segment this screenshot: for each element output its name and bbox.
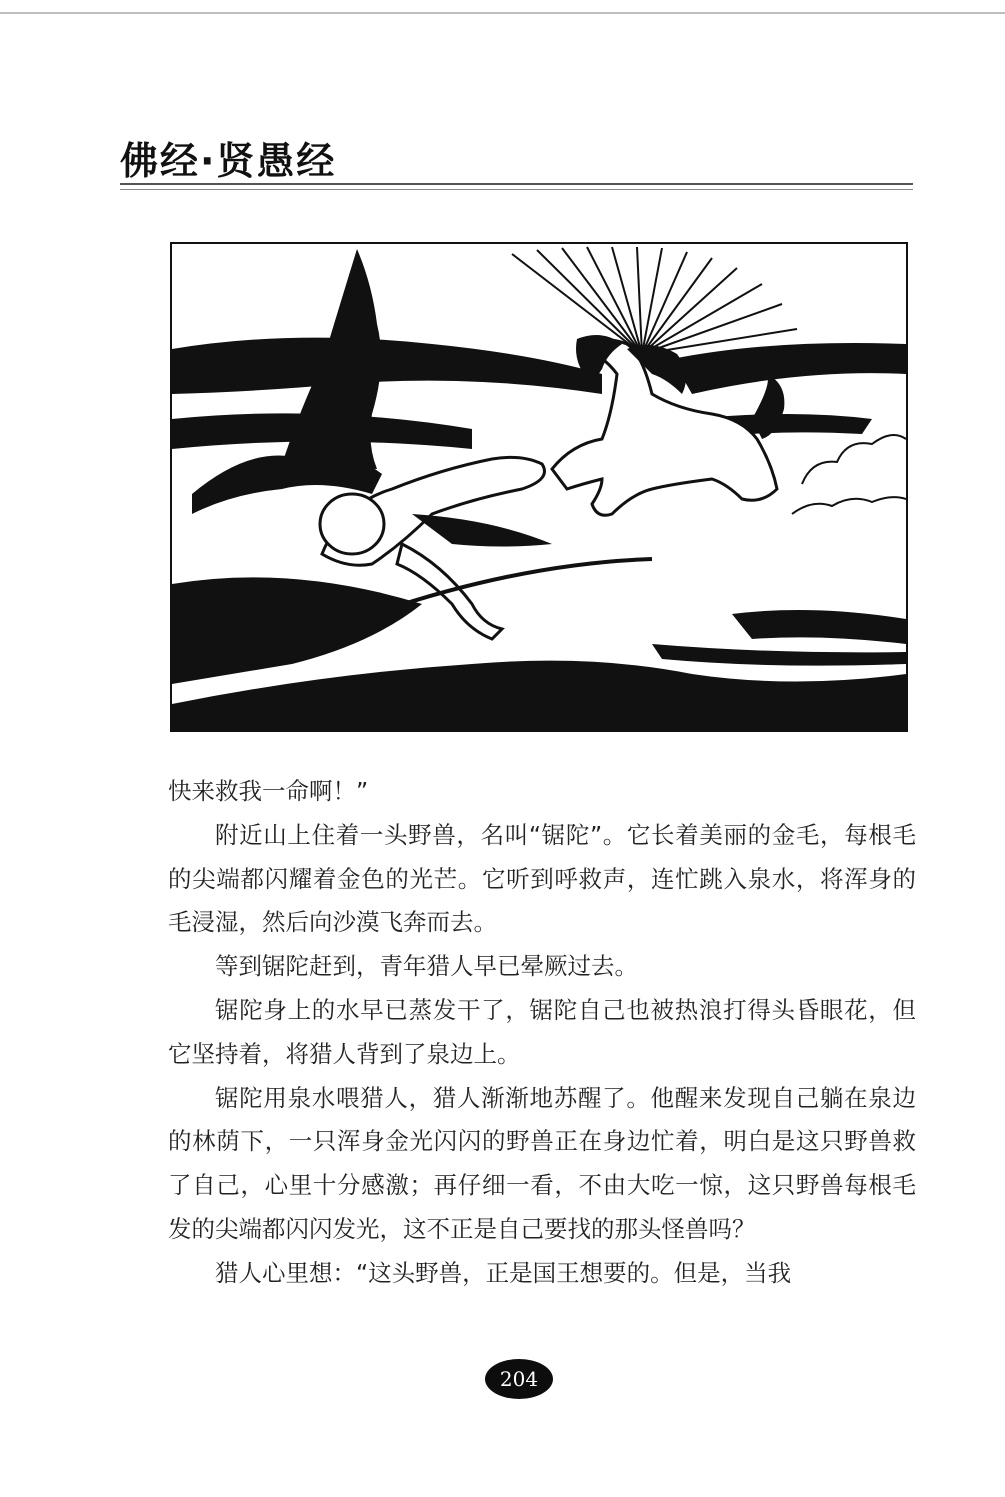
header-rule-thin: [120, 189, 913, 190]
paragraph: 锯陀身上的水早已蒸发干了，锯陀自己也被热浪打得头昏眼花，但它坚持着，将猎人背到了泉边上。: [168, 995, 916, 1068]
paragraph: 锯陀用泉水喂猎人，猎人渐渐地苏醒了。他醒来发现自己躺在泉边的林荫下，一只浑身金光闪闪的野兽正在身边忙着，明白是这只野兽救了自己，心里十分感激；再仔细一看，不由大吃一惊，这只野兽每根毛发的尖端都闪闪发光，这不正是自己要找的那头怪兽吗？: [168, 1083, 916, 1243]
paragraph: 猎人心里想：“这头野兽，正是国王想要的。但是，当我: [215, 1258, 792, 1287]
dune-foreground: [172, 661, 906, 730]
running-header-title: 佛经·贤愚经: [120, 139, 337, 183]
dune-band: [172, 338, 602, 394]
dune-foreground: [652, 644, 906, 666]
header-rule: [120, 183, 913, 185]
illustration-hunter-and-beast: [170, 242, 908, 732]
paragraph: 快来救我一命啊！”: [168, 777, 369, 805]
dune-foreground: [172, 577, 422, 684]
page-number: 204: [499, 1367, 539, 1391]
page-number-badge: [485, 1359, 553, 1399]
dune-band: [672, 343, 906, 394]
clouds: [792, 435, 906, 514]
dune-foreground: [412, 514, 552, 547]
dune-foreground: [732, 610, 906, 644]
paragraph: 等到锯陀赶到，青年猎人早已晕厥过去。: [215, 952, 638, 981]
sun-rays: [512, 247, 797, 354]
body-text: [168, 770, 916, 1296]
paragraph: 附近山上住着一头野兽，名叫“锯陀”。它长着美丽的金毛，每根毛的尖端都闪耀着金色的光芒。它听到呼救声，连忙跳入泉水，将浑身的毛浸湿，然后向沙漠飞奔而去。: [168, 820, 916, 937]
top-rule: [0, 12, 1005, 14]
